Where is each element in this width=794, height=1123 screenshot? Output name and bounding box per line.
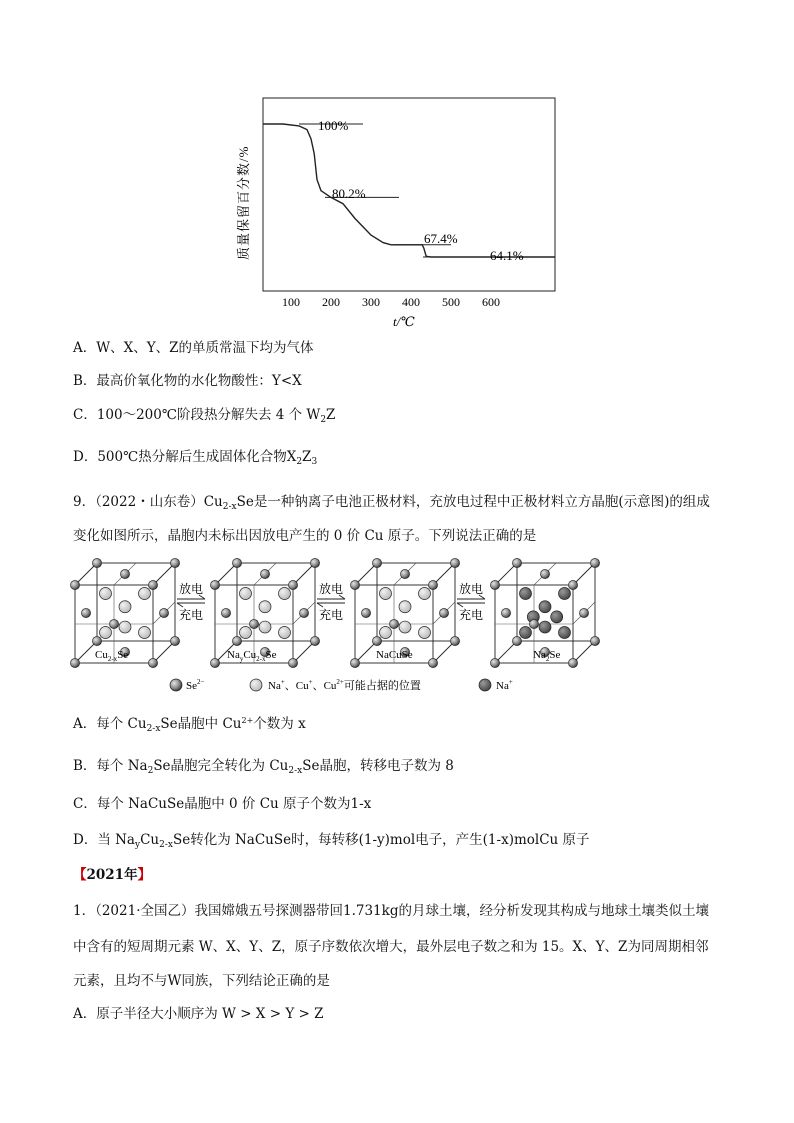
se-atom <box>540 569 549 578</box>
q8-option-c: C．100～200℃阶段热分解失去 4 个 $W_2Z$ <box>73 407 336 425</box>
se-atom <box>288 658 297 667</box>
se-atom <box>299 608 308 617</box>
arrow-label-discharge: 放电 <box>318 582 344 596</box>
q9-option-a: A．每个 $Cu_{2-x}Se$晶胞中 $Cu^{2+}$个数为 x <box>73 716 306 734</box>
tga-curve <box>263 124 555 257</box>
x-axis-label: t/℃ <box>393 314 415 329</box>
q8-option-d: D．500℃热分解后生成固体化合物$X_2Z_3$ <box>73 449 318 467</box>
se-atom <box>350 580 359 589</box>
arrow-label-discharge: 放电 <box>178 582 204 596</box>
se-atom <box>568 658 577 667</box>
cation-site <box>419 588 431 600</box>
se-atom <box>210 658 219 667</box>
se-atom <box>70 658 79 667</box>
cation-site <box>259 621 271 633</box>
tga-chart <box>220 90 570 335</box>
legend-pos-text: Na+、Cu+、$Cu^{2+}$可能占据的位置 <box>268 678 421 692</box>
q1-2021-line3: 元素，且均不与W同族，下列结论正确的是 <box>73 973 330 989</box>
annotation-67-4: 67.4% <box>424 231 458 246</box>
se-atom <box>70 580 79 589</box>
legend-pos-dot <box>250 679 262 691</box>
cation-site <box>259 601 271 613</box>
cation-site <box>119 621 131 633</box>
se-atom <box>450 636 459 645</box>
se-atom <box>92 636 101 645</box>
se-atom <box>232 558 241 567</box>
se-atom <box>428 658 437 667</box>
x-tick-label: 600 <box>482 295 500 309</box>
se-atom <box>310 636 319 645</box>
q8-option-a: A．W、X、Y、Z的单质常温下均为气体 <box>73 340 314 356</box>
cation-site <box>419 627 431 639</box>
na-atom <box>559 627 571 639</box>
cation-site <box>380 627 392 639</box>
se-atom <box>490 580 499 589</box>
se-atom <box>81 608 90 617</box>
se-atom <box>428 580 437 589</box>
cation-site <box>399 601 411 613</box>
se-atom <box>400 569 409 578</box>
se-atom <box>372 558 381 567</box>
legend-se-text: $Se^{2-}$ <box>186 678 205 692</box>
cation-site <box>100 627 112 639</box>
legend-na-text: Na+ <box>496 678 513 692</box>
se-atom <box>159 608 168 617</box>
na-atom <box>520 588 532 600</box>
q1-2021-line2: 中含有的短周期元素 W、X、Y、Z，原子序数依次增大，最外层电子数之和为 15。X、Y、Z为同周期相邻 <box>73 939 709 955</box>
annotation-100: 100% <box>318 118 349 133</box>
se-atom <box>109 619 118 628</box>
cell-label-cu2-x-se: $Cu_{2-x}Se$ <box>95 649 129 663</box>
q9-option-d: D．当 $Na_yCu_{2-x}Se$转化为 NaCuSe时，每转移(1-y)mol电子，产生(1-x)molCu 原子 <box>73 832 590 850</box>
se-atom <box>490 658 499 667</box>
se-atom <box>221 608 230 617</box>
se-atom <box>232 636 241 645</box>
discharge-charge-arrow <box>177 581 205 622</box>
x-tick-label: 300 <box>362 295 380 309</box>
arrow-label-charge: 充电 <box>458 608 484 622</box>
cell-label-nacuse: NaCuSe <box>376 649 413 661</box>
q9-stem-line2: 变化如图所示，晶胞内未标出因放电产生的 0 价 Cu 原子。下列说法正确的是 <box>73 528 537 544</box>
se-atom <box>512 636 521 645</box>
se-atom <box>170 636 179 645</box>
se-atom <box>590 558 599 567</box>
na-atom <box>520 627 532 639</box>
se-atom <box>249 619 258 628</box>
cation-site <box>240 588 252 600</box>
annotation-80-2: 80.2% <box>332 186 366 201</box>
se-atom <box>350 658 359 667</box>
se-atom <box>529 619 538 628</box>
se-atom <box>590 636 599 645</box>
legend-se-dot <box>170 679 182 691</box>
arrow-label-discharge: 放电 <box>458 582 484 596</box>
se-atom <box>170 558 179 567</box>
arrow-label-charge: 充电 <box>178 608 204 622</box>
cation-site <box>279 588 291 600</box>
se-atom <box>568 580 577 589</box>
cell-label-na2se: $Na_2Se$ <box>533 649 561 663</box>
discharge-charge-arrow <box>317 581 345 622</box>
se-atom <box>310 558 319 567</box>
q9-option-b: B．每个 $Na_2Se$晶胞完全转化为 $Cu_{2-x}Se$晶胞，转移电子数为 8 <box>73 758 454 776</box>
na-atom <box>559 588 571 600</box>
cation-site <box>399 621 411 633</box>
se-atom <box>579 608 588 617</box>
se-atom <box>439 608 448 617</box>
se-atom <box>120 569 129 578</box>
crystal-cells-figure <box>65 555 625 697</box>
se-atom <box>372 636 381 645</box>
se-atom <box>512 558 521 567</box>
se-atom <box>450 558 459 567</box>
q9-option-c: C．每个 NaCuSe晶胞中 0 价 Cu 原子个数为1-x <box>73 796 372 812</box>
section-heading-2021: 【2021年】 <box>73 867 152 883</box>
arrow-label-charge: 充电 <box>318 608 344 622</box>
cation-site <box>100 588 112 600</box>
se-atom <box>288 580 297 589</box>
x-tick-label: 200 <box>322 295 340 309</box>
q8-option-b: B．最高价氧化物的水化物酸性：Y<X <box>73 373 302 389</box>
y-axis-label: 质量保留百分数/% <box>236 145 251 260</box>
legend-na-dot <box>479 679 491 691</box>
se-atom <box>501 608 510 617</box>
q9-stem-line1: 9．（2022・山东卷）$Cu_{2-x}Se$是一种钠离子电池正极材料，充放电过程中正极材料立方晶胞(示意图)的组成 <box>73 494 710 512</box>
q1-2021-option-a: A．原子半径大小顺序为 W > X > Y > Z <box>73 1006 324 1022</box>
cation-site <box>279 627 291 639</box>
q1-2021-line1: 1．（2021·全国乙）我国嫦娥五号探测器带回1.731kg的月球土壤，经分析发现其构成与地球土壤类似土壤 <box>73 903 709 919</box>
na-atom <box>539 621 551 633</box>
se-atom <box>389 619 398 628</box>
x-tick-label: 400 <box>402 295 420 309</box>
cation-site <box>380 588 392 600</box>
x-tick-label: 500 <box>442 295 460 309</box>
cation-site <box>139 627 151 639</box>
na-atom <box>551 611 563 623</box>
se-atom <box>148 580 157 589</box>
se-atom <box>148 658 157 667</box>
cell-label-nay-cu2-x-se: $Na_yCu_{2-x}Se$ <box>227 649 277 663</box>
se-atom <box>260 569 269 578</box>
na-atom <box>539 601 551 613</box>
cation-site <box>119 601 131 613</box>
discharge-charge-arrow <box>457 581 485 622</box>
se-atom <box>210 580 219 589</box>
se-atom <box>92 558 101 567</box>
x-tick-label: 100 <box>282 295 300 309</box>
annotation-64-1: 64.1% <box>490 248 524 263</box>
cation-site <box>139 588 151 600</box>
se-atom <box>361 608 370 617</box>
cation-site <box>240 627 252 639</box>
